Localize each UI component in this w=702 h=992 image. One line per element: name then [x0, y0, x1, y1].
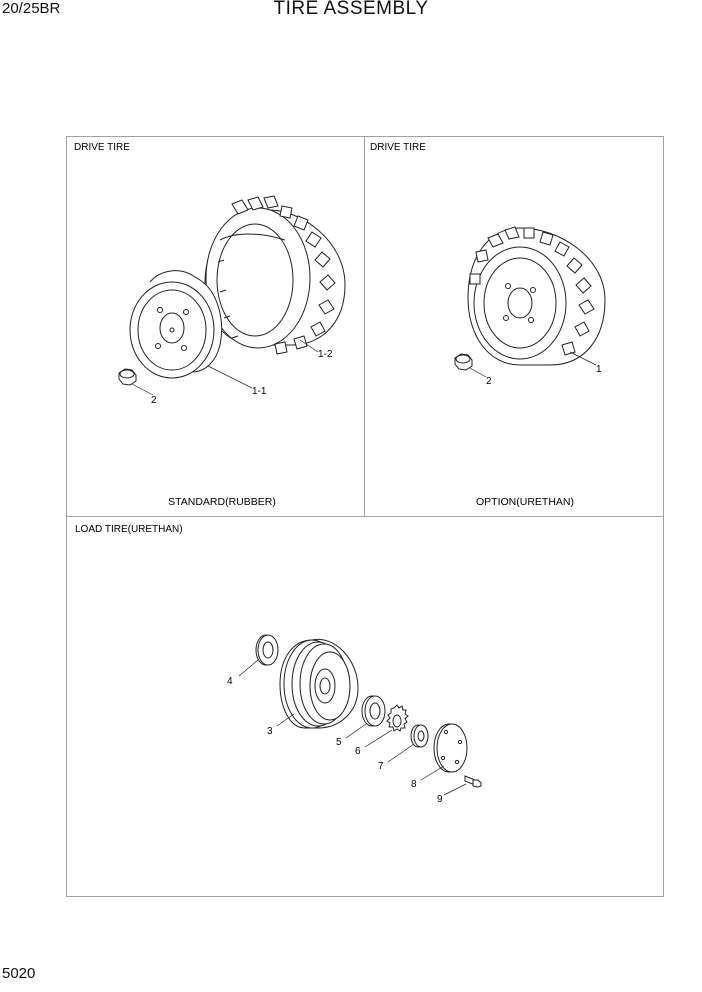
bearing-5 — [362, 696, 385, 726]
page-title: TIRE ASSEMBLY — [273, 0, 429, 19]
rim — [130, 271, 222, 378]
callout-6: 6 — [355, 746, 361, 757]
callout-2-option: 2 — [486, 376, 492, 387]
callout-1-1: 1-1 — [252, 386, 267, 397]
callout-9: 9 — [437, 794, 443, 805]
callout-8: 8 — [411, 779, 417, 790]
callout-4: 4 — [227, 676, 233, 687]
callout-3: 3 — [267, 726, 273, 737]
load-tire-drawing — [256, 635, 481, 787]
wheel-cover — [434, 724, 467, 772]
callout-1-option: 1 — [596, 364, 602, 375]
urethan-wheel — [468, 227, 605, 365]
option-drive-tire-drawing — [455, 227, 605, 370]
lock-nut — [411, 725, 428, 747]
hub-nut — [119, 369, 136, 385]
caption-standard: STANDARD(RUBBER) — [168, 496, 276, 508]
panel-label-load-tire: LOAD TIRE(URETHAN) — [75, 524, 183, 535]
model-code: 20/25BR — [2, 0, 61, 17]
callout-1-2: 1-2 — [318, 349, 333, 360]
panel-label-drive-standard: DRIVE TIRE — [74, 142, 130, 153]
load-wheel — [280, 639, 358, 728]
panel-label-drive-option: DRIVE TIRE — [370, 142, 426, 153]
caption-option: OPTION(URETHAN) — [476, 496, 574, 508]
hub-nut-option — [455, 354, 472, 370]
callout-2-standard: 2 — [151, 395, 157, 406]
callout-5: 5 — [336, 737, 342, 748]
standard-drive-tire-drawing — [119, 196, 345, 385]
lock-washer — [387, 705, 408, 731]
bolt — [465, 776, 481, 787]
callout-7: 7 — [378, 761, 384, 772]
page-number: 5020 — [2, 965, 36, 982]
bearing-4 — [256, 635, 278, 665]
rubber-tire — [205, 196, 345, 354]
